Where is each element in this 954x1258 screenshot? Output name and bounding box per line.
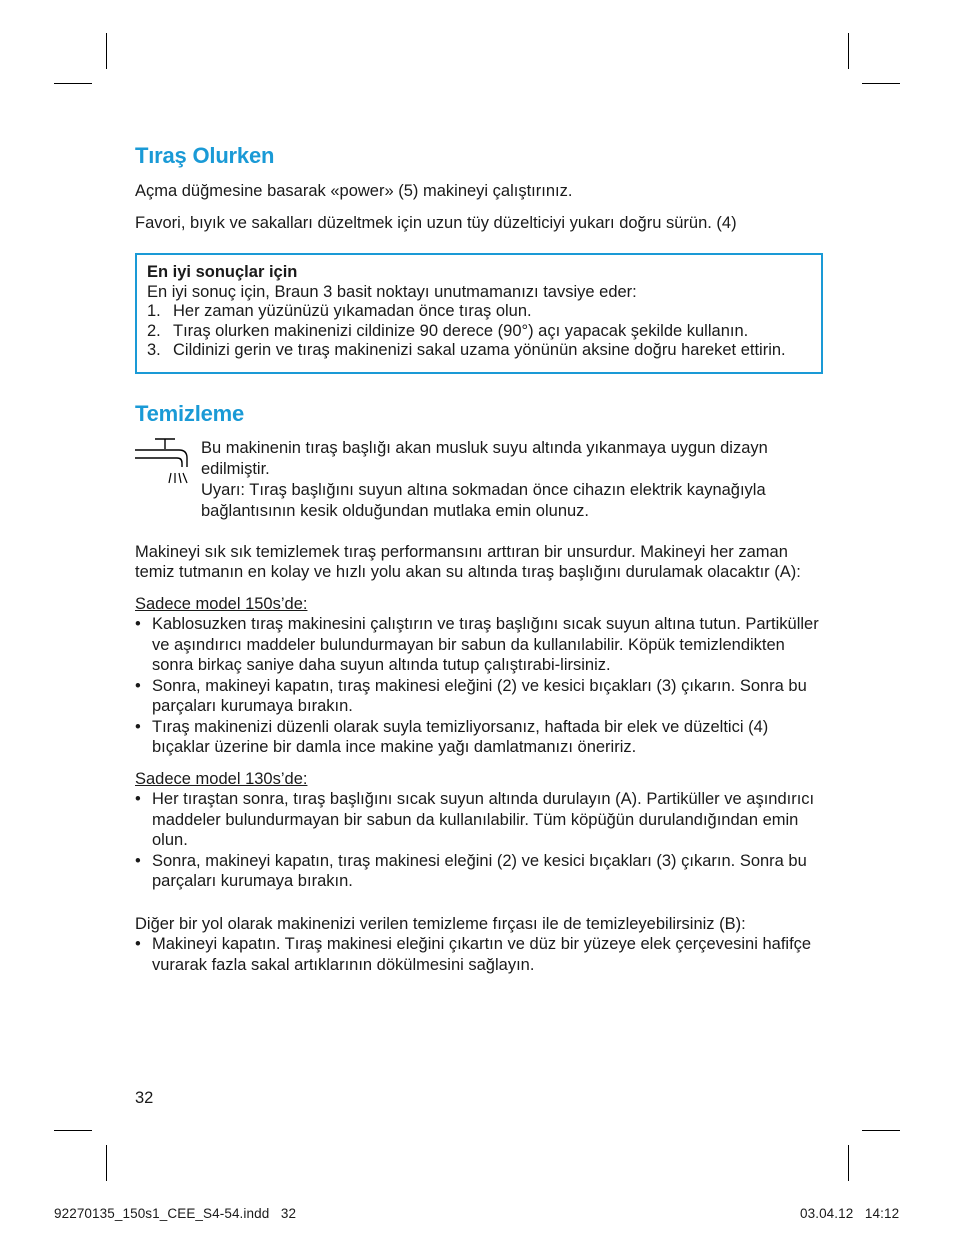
- tips-box-intro: En iyi sonuç için, Braun 3 basit noktayı unutmamanızı tavsiye eder:: [147, 282, 637, 301]
- paragraph-brush-cleaning: Diğer bir yol olarak makinenizi verilen temizleme fırçası ile de temizleyebilirsiniz (B):: [135, 914, 746, 933]
- tips-list: [147, 302, 811, 361]
- paragraph-regular-cleaning: Makineyi sık sık temizlemek tıraş performansını arttıran bir unsurdur. Makineyi her zaman temiz tutmanın en kolay ve hızlı yolu akan su altında tıraş başlığını durulamak olacaktır (A):: [135, 542, 801, 581]
- slug-date-time: 03.04.12 14:12: [800, 1206, 900, 1221]
- crop-mark-top-right-h: [862, 83, 900, 84]
- bullet-icon: •: [135, 790, 141, 808]
- crop-mark-top-left-v: [106, 33, 107, 69]
- brush-list: [135, 934, 823, 975]
- paragraph-rinse-suitable: Bu makinenin tıraş başlığı akan musluk suyu altında yıkanmaya uygun dizayn edilmiştir.: [201, 438, 768, 478]
- tips-list-item: [147, 322, 811, 342]
- list-item: [135, 717, 823, 758]
- list-item: [135, 614, 823, 676]
- list-item-text: Tıraş makinenizi düzenli olarak suyla temizliyorsanız, haftada bir elek ve düzeltici (4) bıçaklar üzerine bir damla ince makine yağı damlatmanızı öneririz.: [152, 717, 769, 756]
- model-150-label: Sadece model 150s’de:: [135, 594, 308, 613]
- list-item-text: Sonra, makineyi kapatın, tıraş makinesi eleğini (2) ve kesici bıçakları (3) çıkarın. Sonra bu parçaları kurumaya bırakın.: [152, 676, 807, 715]
- list-item: [135, 934, 823, 975]
- tips-item-number: 2.: [147, 321, 161, 340]
- bullet-icon: •: [135, 935, 141, 953]
- list-item: [135, 851, 823, 892]
- rinse-block: [135, 438, 823, 522]
- bullet-icon: •: [135, 615, 141, 633]
- section-title-cleaning: Temizleme: [135, 400, 245, 426]
- crop-mark-bottom-left-v: [106, 1145, 107, 1181]
- bullet-icon: •: [135, 676, 141, 695]
- tips-item-text: Tıraş olurken makinenizi cildinize 90 derece (90°) açı yapacak şekilde kullanın.: [173, 321, 749, 340]
- model-150-list: [135, 614, 823, 758]
- crop-mark-bottom-right-h: [862, 1130, 900, 1131]
- page-number: 32: [135, 1089, 154, 1107]
- tips-item-number: 1.: [147, 302, 161, 320]
- list-item-text: Her tıraştan sonra, tıraş başlığını sıcak suyun altında durulayın (A). Partiküller ve aşındırıcı maddeler bulundurmayan bir sabun da kullanılabilir. Tüm köpüğün durulandığından emin olun.: [152, 790, 815, 849]
- bullet-icon: •: [135, 717, 141, 736]
- model-130-list: [135, 789, 823, 892]
- section-title-shaving: Tıraş Olurken: [135, 143, 275, 168]
- tips-list-item: [147, 341, 811, 361]
- paragraph-trimmer: Favori, bıyık ve sakalları düzeltmek için uzun tüy düzelticiyi yukarı doğru sürün. (4): [135, 213, 737, 232]
- tips-item-number: 3.: [147, 341, 161, 359]
- list-item-text: Kablosuzken tıraş makinesini çalıştırın ve tıraş başlığını sıcak suyun altına tutun. Partiküller ve aşındırıcı maddeler bulundurmayan bir sabun da kullanılabilir. Köpük temizlendikten sonra birkaç saniye daha suyun altında tutup çalıştırabi-lirsiniz.: [152, 615, 819, 674]
- crop-mark-top-left-h: [54, 83, 92, 84]
- crop-mark-bottom-left-h: [54, 1130, 92, 1131]
- page-content: [135, 142, 823, 975]
- bullet-icon: •: [135, 851, 141, 870]
- slug-file-info: 92270135_150s1_CEE_S4-54.indd 32: [54, 1206, 297, 1221]
- list-item: [135, 676, 823, 717]
- paragraph-warning: Uyarı: Tıraş başlığını suyun altına sokmadan önce cihazın elektrik kaynağıyla bağlantısının kesik olduğundan mutlaka emin olunuz.: [201, 480, 766, 520]
- list-item-text: Sonra, makineyi kapatın, tıraş makinesi eleğini (2) ve kesici bıçakları (3) çıkarın. Sonra bu parçaları kurumaya bırakın.: [152, 851, 807, 890]
- tap-water-icon: [135, 438, 201, 488]
- tips-item-text: Cildinizi gerin ve tıraş makinenizi sakal uzama yönünün aksine doğru hareket ettirin.: [173, 341, 786, 359]
- crop-mark-bottom-right-v: [848, 1145, 849, 1181]
- crop-mark-top-right-v: [848, 33, 849, 69]
- list-item-text: Makineyi kapatın. Tıraş makinesi eleğini çıkartın ve düz bir yüzeye elek çerçevesini hafifçe vurarak fazla sakal artıklarının dökülmesini sağlayın.: [152, 935, 812, 974]
- model-130-label: Sadece model 130s’de:: [135, 769, 308, 788]
- list-item: [135, 789, 823, 851]
- tips-list-item: [147, 302, 811, 322]
- tips-item-text: Her zaman yüzünüzü yıkamadan önce tıraş olun.: [173, 302, 532, 320]
- paragraph-power-on: Açma düğmesine basarak «power» (5) makineyi çalıştırınız.: [135, 182, 573, 200]
- rinse-text-block: [201, 438, 823, 522]
- tips-box-title: En iyi sonuçlar için: [147, 263, 298, 281]
- tips-box: [135, 253, 823, 374]
